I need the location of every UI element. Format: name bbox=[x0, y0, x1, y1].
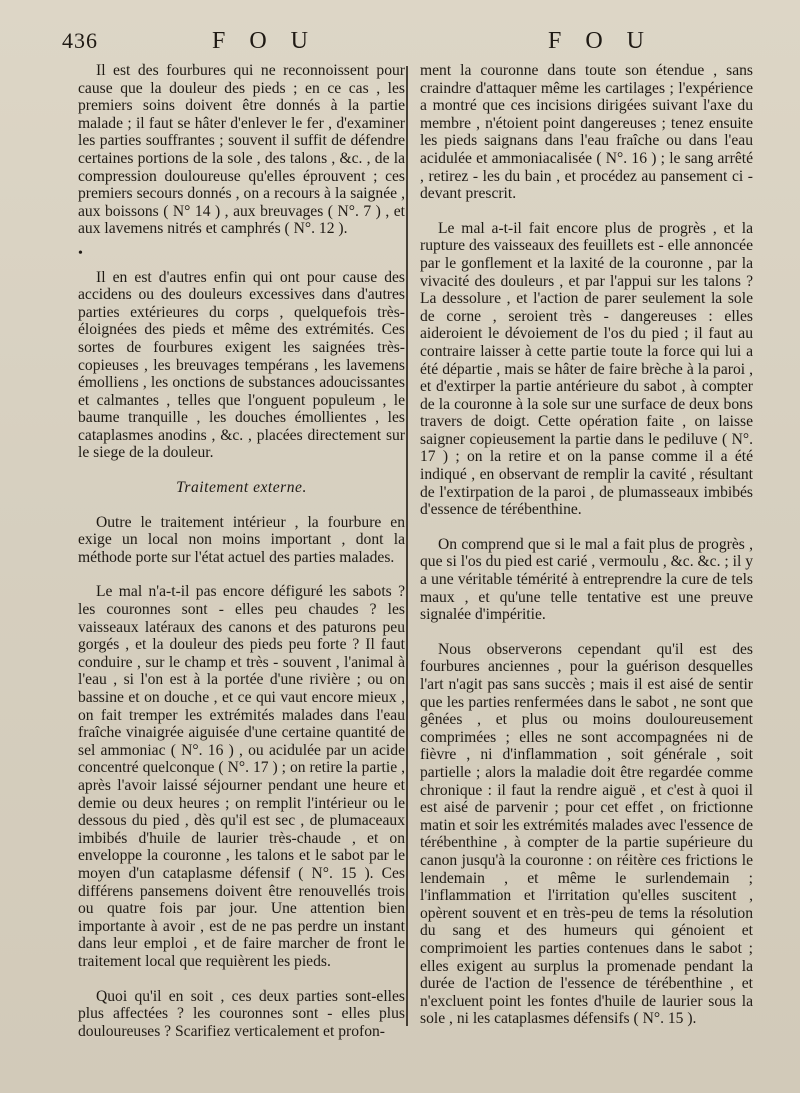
running-head-right: F O U bbox=[548, 28, 654, 54]
bullet-mark: • bbox=[78, 245, 83, 261]
left-column bbox=[78, 62, 405, 1057]
paragraph: Il est des fourbures qui ne reconnoissent pour cause que la douleur des pieds ; en ce cas , les premiers soins doivent être donnés à la partie malade ; il faut se hâter d'enlever le fer , d'examiner les parties souffrantes ; souvent il suffit de défendre certaines portions de la sole , des talons , &c. , de la compression douloureuse qu'elles éprouvent ; ces premiers secours donnés , on a recours à la saignée , aux boissons ( N° 14 ) , aux breuvages ( N°. 7 ) , et aux lavemens nitrés et camphrés ( N°. 12 ). bbox=[78, 62, 405, 238]
paragraph: Nous observerons cependant qu'il est des fourbures anciennes , pour la guérison desquelles l'art n'agit pas sans succès ; mais il est aisé de sentir que les parties renfermées dans le sabot , ne sont que gênées , et plus ou moins douloureusement comprimées ; elles ne sont accompagnées ni de fièvre , ni d'inflammation , soit générale , soit partielle ; alors la maladie doit être regardée comme chronique : il faut la rendre aiguë , et c'est à quoi il est aisé de parvenir ; pour cet effet , on frictionne matin et soir les extrémités malades avec l'essence de térébenthine , à compter de la partie supérieure du canon jusqu'à la couronne : on réitère ces frictions le lendemain , et même le surlendemain ; l'inflammation et l'irritation qu'elles suscitent , opèrent souvent et en très-peu de tems la résolution du sang et des humeurs qui génoient et comprimoient les parties contenues dans le sabot ; elles exigent au surplus la promenade pendant la durée de l'action de l'essence de térébenthine , et n'excluent point les fontes d'huile de laurier sous la sole , ni les cataplasmes défensifs ( N°. 15 ). bbox=[420, 640, 753, 1028]
paragraph: Il en est d'autres enfin qui ont pour cause des accidens ou des douleurs excessives dans d'autres parties extérieures du corps , quelquefois très-éloignées des pieds et même des extrémités. Ces sortes de fourbures exigent les saignées très-copieuses , les breuvages tempérans , les lavemens émolliens , les onctions de substances adoucissantes et calmantes , telles que l'onguent populeum , le baume tranquille , les douches émollientes , les cataplasmes anodins , &c. , placées directement sur le siege de la douleur. bbox=[78, 268, 405, 462]
paragraph: Outre le traitement intérieur , la fourbure en exige un local non moins important , dont la méthode porte sur l'état actuel des parties malades. bbox=[78, 513, 405, 566]
paragraph: Le mal a-t-il fait encore plus de progrès , et la rupture des vaisseaux des feuillets est - elle annoncée par le gonflement et la laxité de la couronne , par la vivacité des douleurs , et par l'appui sur les talons ? La dessolure , et l'action de parer seulement la sole de corne , seroient très - dangereuses : elles aideroient le dévoiement de l'os du pied ; il faut au contraire laisser à cette partie toute la force qui lui a été départie , mais se hâter de faire brèche à la paroi , et d'extirper la partie antérieure du sabot , à compter de la couronne à la sole sur une surface de deux bons travers de doigt. Cette opération faite , on laisse saigner copieusement la partie dans le pediluve ( N°. 17 ) ; on la retire et on la panse comme il a été indiqué , en observant de remplir la cavité , résultant de l'extirpation de la paroi , de plumasseaux imbibés d'essence de térébenthine. bbox=[420, 219, 753, 519]
right-column bbox=[420, 62, 753, 1045]
paragraph: ment la couronne dans toute son étendue , sans craindre d'attaquer même les cartilages ; l'expérience a montré que ces incisions dirigées suivant l'axe du membre , n'étoient point dangereuses ; tenez ensuite les pieds saignans dans l'eau fraîche ou dans l'eau acidulée et ammoniacalisée ( N°. 16 ) ; le sang arrêté , retirez - les du bain , et procédez au pansement ci - devant prescrit. bbox=[420, 62, 753, 203]
section-subheading: Traitement externe. bbox=[176, 479, 307, 497]
running-head-left: F O U bbox=[212, 28, 318, 54]
column-divider bbox=[406, 66, 408, 1026]
page-header bbox=[0, 28, 800, 58]
paragraph: Le mal n'a-t-il pas encore défiguré les sabots ? les couronnes sont - elles peu chaudes ? les vaisseaux latéraux des canons et des paturons peu gorgés , et la douleur des pieds peu forte ? Il faut conduire , sur le champ et très - souvent , l'animal à l'eau , si l'on est à la portée d'une rivière ; ou on bassine et on douche , et ce qui vaut encore mieux , on fait tremper les extrémités malades dans l'eau fraîche vinaigrée aiguisée d'une certaine quantité de sel ammoniac ( N°. 16 ) , ou acidulée par un acide concentré quelconque ( N°. 17 ) ; on retire la partie , après l'avoir laissé séjourner pendant une heure et demie ou deux heures ; on remplit l'intérieur ou le dessous du pied , dès qu'il est sec , de plumaceaux imbibés d'huile de laurier très-chaude , et on enveloppe la couronne , les talons et le sabot par le moyen d'un cataplasme défensif ( N°. 15 ). Ces différens pansemens doivent être renouvellés trois ou quatre fois par jour. Une attention bien importante à avoir , est de ne pas perdre un instant dans leur emploi , et de faire marcher de front le traitement local que requièrent les pieds. bbox=[78, 583, 405, 970]
paragraph: On comprend que si le mal a fait plus de progrès , que si l'os du pied est carié , vermoulu , &c. &c. ; il y a une véritable témérité à entreprendre la cure de tels maux , et qu'une telle tentative est une preuve signalée d'impéritie. bbox=[420, 535, 753, 624]
page-number: 436 bbox=[62, 28, 98, 53]
paragraph: Quoi qu'il en soit , ces deux parties sont-elles plus affectées ? les couronnes sont - elles plus douloureuses ? Scarifiez verticalement et profon- bbox=[78, 987, 405, 1040]
